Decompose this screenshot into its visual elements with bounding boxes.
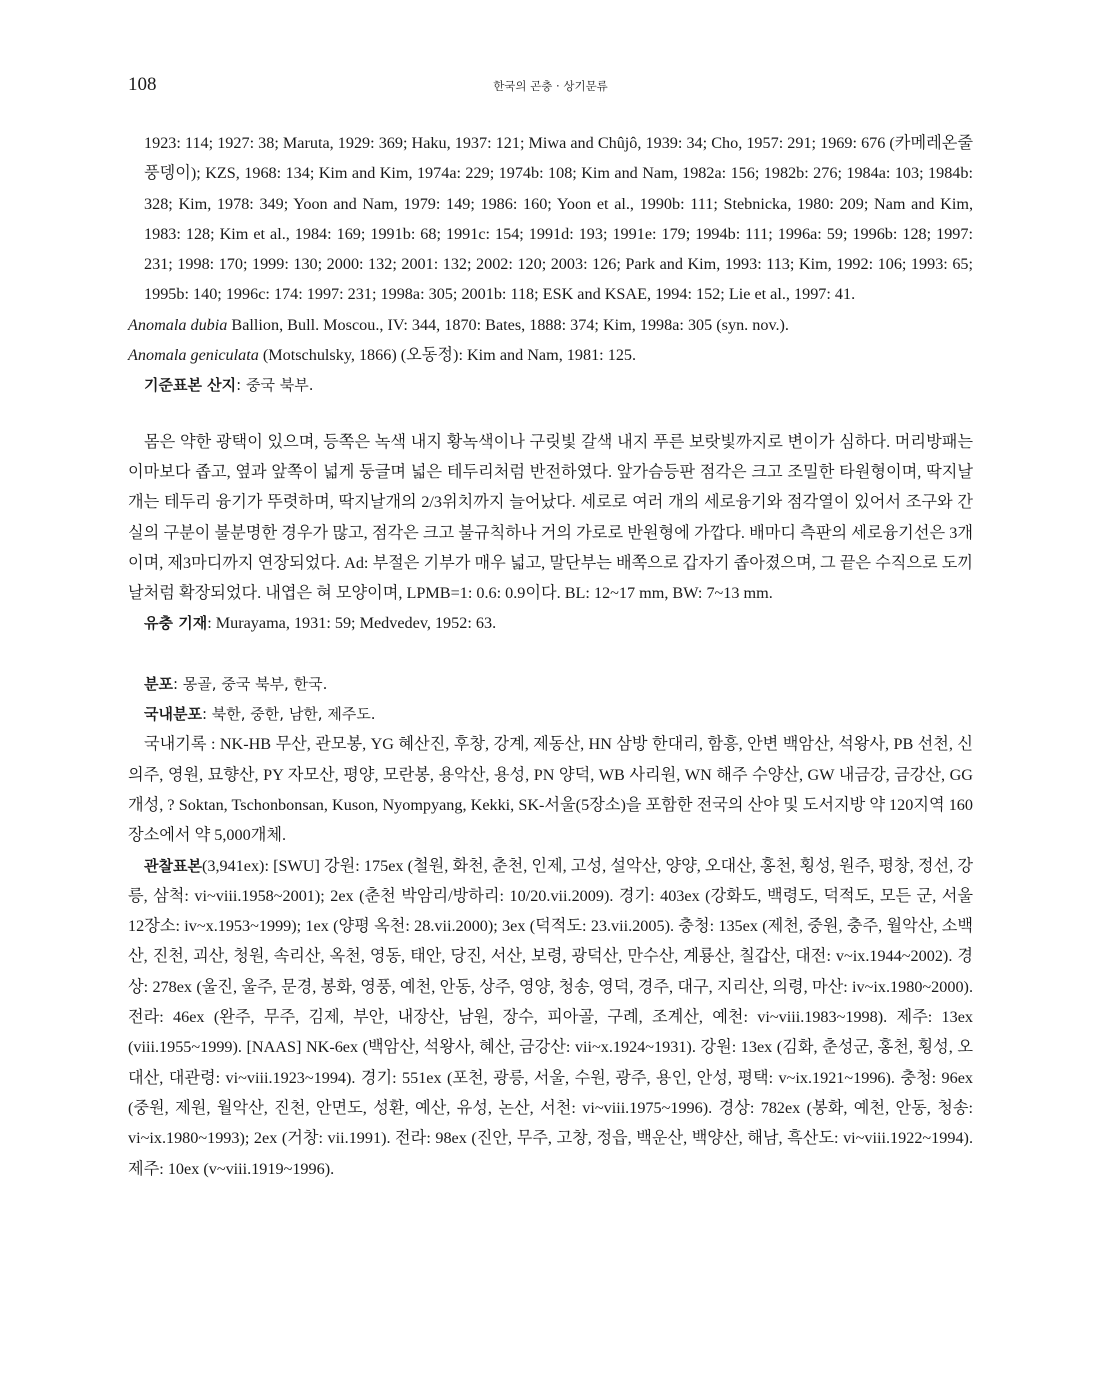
section-gap [128,401,973,427]
type-locality-value: : 중국 북부. [236,376,314,395]
examined-specimens [128,851,973,1184]
larva-label: 유충 기재 [144,614,208,633]
page-header [128,74,973,98]
references-paragraph: 1923: 114; 1927: 38; Maruta, 1929: 369; Haku, 1937: 121; Miwa and Chûjô, 1939: 34; Cho, 1957: 291; 1969: 676 (카메레온줄풍뎅이); KZS, 1968: 134; Kim and Kim, 1974a: 229; 1974b: 108; Kim and Nam, 1982a: 156; 1982b: 276; 1984a: 103; 1984b: 328; Kim, 1978: 349; Yoon and Nam, 1979: 149; 1986: 160; Yoon et al., 1990b: 111; Stebnicka, 1980: 209; Nam and Kim, 1983: 128; Kim et al., 1984: 169; 1991b: 68; 1991c: 154; 1991d: 193; 1991e: 179; 1994b: 111; 1996a: 59; 1996b: 128; 1997: 231; 1998: 170; 1999: 130; 2000: 132; 2001: 132; 2002: 120; 2003: 126; Park and Kim, 1993: 113; Kim, 1992: 106; 1993: 65; 1995b: 140; 1996c: 174: 1997: 231; 1998a: 305; 2001b: 118; ESK and KSAE, 1994: 152; Lie et al., 1997: 41. [144,134,973,304]
domestic-distribution-value: : 북한, 중한, 남한, 제주도. [201,705,376,724]
domestic-records: 국내기록 : NK-HB 무산, 관모봉, YG 혜산진, 후창, 강계, 제동산, HN 삼방 한대리, 함흥, 안변 백암산, 석왕사, PB 선천, 신의주, 영원, 묘향산, PY 자모산, 평양, 모란봉, 용악산, 용성, PN 양덕, WB 사리원, WN 해주 수양산, GW 내금강, 금강산, GG 개성, ? Soktan, Tschonbonsan, Kuson, Nyompyang, Kekki, SK-서울(5장소)을 포함한 전국의 산야 및 도서지방 약 120지역 160장소에서 약 5,000개체. [128,735,973,845]
specimens-value: (3,941ex): [SWU] 강원: 175ex (철원, 화천, 춘천, 인제, 고성, 설악산, 양양, 오대산, 홍천, 횡성, 원주, 평창, 정선, 강릉, 삼척: vi~viii.1958~2001); 2ex (춘천 박암리/방하리: 10/20.vii.2009). 경기: 403ex (강화도, 백령도, 덕적도, 모든 군, 서울 12장소: iv~x.1953~1999); 1ex (양평 옥천: 28.vii.2000); 3ex (덕적도: 23.vii.2005). 충청: 135ex (제천, 중원, 충주, 월악산, 소백산, 진천, 괴산, 청원, 속리산, 옥천, 영동, 태안, 당진, 서산, 보령, 광덕산, 만수산, 계룡산, 칠갑산, 대전: v~ix.1944~2002). 경상: 278ex (울진, 울주, 문경, 봉화, 영풍, 예천, 안동, 상주, 영양, 청송, 영덕, 경주, 대구, 지리산, 의령, 마산: iv~ix.1980~2000). 전라: 46ex (완주, 무주, 김제, 부안, 내장산, 남원, 장수, 피아골, 구례, 조계산, 예천: vi~viii.1983~1998). 제주: 13ex (viii.1955~1999). [NAAS] NK-6ex (백암산, 석왕사, 혜산, 금강산: vii~x.1924~1931). 강원: 13ex (김화, 춘성군, 홍천, 횡성, 오대산, 대관령: vi~viii.1923~1994). 경기: 551ex (포천, 광릉, 서울, 수원, 광주, 용인, 안성, 평택: v~ix.1921~1996). 충청: 96ex (중원, 제원, 월악산, 진천, 안면도, 성환, 예산, 유성, 논산, 서천: vi~viii.1975~1996). 경상: 782ex (봉화, 예천, 안동, 청송: vi~ix.1980~1993); 2ex (거창: vii.1991). 전라: 98ex (진안, 무주, 고창, 정읍, 백운산, 백양산, 해남, 흑산도: vi~viii.1922~1994). 제주: 10ex (v~viii.1919~1996). [128,856,973,1178]
distribution-value: : 몽골, 중국 북부, 한국. [172,674,328,693]
synonym-name: Anomala geniculata [128,346,259,365]
synonym-citation: Ballion, Bull. Moscou., IV: 344, 1870: Bates, 1888: 374; Kim, 1998a: 305 (syn. nov.). [227,315,789,334]
page-body [128,128,973,1184]
description-paragraph: 몸은 약한 광택이 있으며, 등쪽은 녹색 내지 황녹색이나 구릿빛 갈색 내지 푸른 보랏빛까지로 변이가 심하다. 머리방패는 이마보다 좁고, 옆과 앞쪽이 넓게 둥글며 넓은 테두리처럼 반전하였다. 앞가슴등판 점각은 크고 조밀한 타원형이며, 딱지날개는 테두리 융기가 뚜렷하며, 딱지날개의 2/3위치까지 늘어났다. 세로로 여러 개의 세로융기와 점각열이 있어서 조구와 간실의 구분이 불분명한 경우가 많고, 점각은 크고 불규칙하나 거의 가로로 반원형에 가깝다. 배마디 측판의 세로융기선은 3개이며, 제3마디까지 연장되었다. Ad: 부절은 기부가 매우 넓고, 말단부는 배쪽으로 갑자기 좁아졌으며, 그 끝은 수직으로 도끼날처럼 확장되었다. 내엽은 혀 모양이며, LPMB=1: 0.6: 0.9이다. BL: 12~17 mm, BW: 7~13 mm. [128,432,973,603]
domestic-distribution-label: 국내분포 [144,705,202,724]
section-gap [128,639,973,669]
domestic-distribution [128,699,973,729]
larva-description [128,608,973,638]
page-number: 108 [128,74,157,95]
type-locality [128,370,973,400]
synonym-entry [128,340,973,370]
running-title: 한국의 곤충 · 상기문류 [493,79,608,93]
synonym-entry [128,310,973,340]
type-locality-label: 기준표본 산지 [144,376,237,395]
distribution-label: 분포 [144,674,173,693]
synonym-name: Anomala dubia [128,315,228,334]
distribution [128,669,973,699]
specimens-label: 관찰표본 [144,856,202,875]
larva-value: : Murayama, 1931: 59; Medvedev, 1952: 63. [207,614,497,633]
synonym-citation: (Motschulsky, 1866) (오동정): Kim and Nam, 1981: 125. [258,346,637,365]
